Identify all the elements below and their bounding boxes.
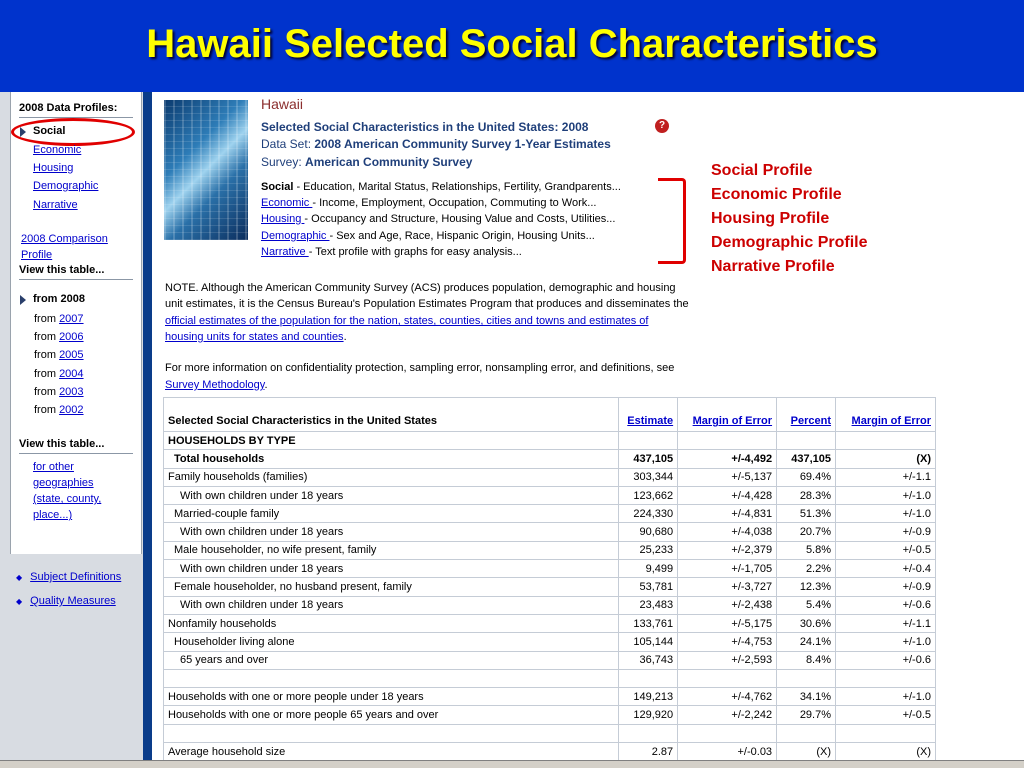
help-icon[interactable]: ? bbox=[655, 119, 669, 133]
column-header-percent[interactable]: Percent bbox=[777, 398, 836, 432]
margin-of-error-cell: +/-3,727 bbox=[678, 578, 777, 596]
other-geographies-link-line3[interactable]: (state, county, bbox=[33, 493, 102, 505]
bullet-icon: ◆ bbox=[16, 573, 23, 582]
percent-margin-of-error-cell: +/-1.0 bbox=[836, 486, 936, 504]
percent-cell: 29.7% bbox=[777, 706, 836, 724]
estimate-cell: 36,743 bbox=[619, 651, 678, 669]
profile-housing[interactable]: Housing - Occupancy and Structure, Housing Value and Costs, Utilities... bbox=[261, 213, 616, 225]
table-header-row bbox=[164, 398, 936, 432]
table-row bbox=[164, 450, 936, 468]
margin-of-error-cell bbox=[678, 724, 777, 742]
table-title: Selected Social Characteristics in the United States: 2008 bbox=[261, 120, 589, 134]
estimate-cell bbox=[619, 669, 678, 687]
estimate-cell: 129,920 bbox=[619, 706, 678, 724]
table-spacer-row bbox=[164, 669, 936, 687]
year-link[interactable]: 2006 bbox=[59, 331, 84, 343]
margin-of-error-cell: +/-2,438 bbox=[678, 596, 777, 614]
margin-of-error-cell: +/-5,137 bbox=[678, 468, 777, 486]
browser-status-bar bbox=[0, 760, 1024, 768]
selected-arrow-icon bbox=[20, 295, 26, 305]
row-label bbox=[164, 724, 619, 742]
percent-cell: 51.3% bbox=[777, 505, 836, 523]
nav-panel bbox=[10, 92, 142, 554]
population-estimates-link[interactable]: official estimates of the population for the nation, states, counties, cities and towns and estimates of bbox=[165, 315, 649, 327]
table-row bbox=[164, 578, 936, 596]
margin-of-error-cell: +/-0.03 bbox=[678, 743, 777, 761]
estimate-cell: 303,344 bbox=[619, 468, 678, 486]
table-row bbox=[164, 468, 936, 486]
from-year-row[interactable]: from 2007 bbox=[34, 313, 84, 325]
profile-social: Social - Education, Marital Status, Relationships, Fertility, Grandparents... bbox=[261, 181, 621, 193]
row-label: Households with one or more people under 18 years bbox=[164, 688, 619, 706]
quality-measures-link[interactable]: ◆ Quality Measures bbox=[16, 595, 116, 607]
estimate-cell: 224,330 bbox=[619, 505, 678, 523]
row-label: Nonfamily households bbox=[164, 614, 619, 632]
survey-methodology-link[interactable]: Survey Methodology. bbox=[165, 379, 268, 391]
percent-cell: 437,105 bbox=[777, 450, 836, 468]
from-year-row[interactable]: from 2003 bbox=[34, 386, 84, 398]
nav-content-divider bbox=[143, 92, 152, 768]
annotation-demographic-profile: Demographic Profile bbox=[711, 234, 868, 251]
comparison-profile-link-line2[interactable]: Profile bbox=[21, 249, 53, 261]
column-header-percent-margin-of-error[interactable]: Margin of Error bbox=[836, 398, 936, 432]
percent-cell: 2.2% bbox=[777, 560, 836, 578]
from-year-row[interactable]: from 2004 bbox=[34, 368, 84, 380]
table-row bbox=[164, 651, 936, 669]
table-row bbox=[164, 633, 936, 651]
row-label: With own children under 18 years bbox=[164, 486, 619, 504]
estimate-cell: 53,781 bbox=[619, 578, 678, 596]
margin-of-error-cell: +/-4,492 bbox=[678, 450, 777, 468]
row-label: Family households (families) bbox=[164, 468, 619, 486]
estimate-cell: 105,144 bbox=[619, 633, 678, 651]
table-row bbox=[164, 560, 936, 578]
row-label: With own children under 18 years bbox=[164, 523, 619, 541]
view-table-heading-2: View this table... bbox=[19, 438, 105, 450]
percent-cell: 20.7% bbox=[777, 523, 836, 541]
table-row bbox=[164, 523, 936, 541]
from-year-row[interactable]: from 2002 bbox=[34, 404, 84, 416]
profile-demographic[interactable]: Demographic - Sex and Age, Race, Hispanic Origin, Housing Units... bbox=[261, 230, 595, 242]
percent-margin-of-error-cell: (X) bbox=[836, 743, 936, 761]
data-profiles-heading: 2008 Data Profiles: bbox=[19, 102, 118, 114]
margin-of-error-cell bbox=[678, 432, 777, 450]
percent-margin-of-error-cell: (X) bbox=[836, 450, 936, 468]
margin-of-error-cell: +/-5,175 bbox=[678, 614, 777, 632]
percent-cell: 69.4% bbox=[777, 468, 836, 486]
row-label: With own children under 18 years bbox=[164, 596, 619, 614]
other-geographies-link-line4[interactable]: place...) bbox=[33, 509, 73, 521]
percent-margin-of-error-cell bbox=[836, 724, 936, 742]
percent-margin-of-error-cell bbox=[836, 669, 936, 687]
percent-margin-of-error-cell: +/-1.0 bbox=[836, 505, 936, 523]
estimate-cell bbox=[619, 724, 678, 742]
bullet-icon: ◆ bbox=[16, 597, 23, 606]
percent-cell: 24.1% bbox=[777, 633, 836, 651]
percent-cell: 28.3% bbox=[777, 486, 836, 504]
row-label: Households with one or more people 65 years and over bbox=[164, 706, 619, 724]
subject-definitions-link[interactable]: ◆ Subject Definitions bbox=[16, 571, 122, 583]
percent-cell: 30.6% bbox=[777, 614, 836, 632]
margin-of-error-cell: +/-1,705 bbox=[678, 560, 777, 578]
percent-cell bbox=[777, 724, 836, 742]
highlight-circle bbox=[11, 118, 135, 146]
estimate-cell: 133,761 bbox=[619, 614, 678, 632]
row-label: With own children under 18 years bbox=[164, 560, 619, 578]
estimate-cell: 9,499 bbox=[619, 560, 678, 578]
annotation-social-profile: Social Profile bbox=[711, 162, 813, 179]
percent-margin-of-error-cell: +/-1.1 bbox=[836, 614, 936, 632]
percent-cell bbox=[777, 669, 836, 687]
percent-margin-of-error-cell bbox=[836, 432, 936, 450]
margin-of-error-cell: +/-2,242 bbox=[678, 706, 777, 724]
row-label: Female householder, no husband present, family bbox=[164, 578, 619, 596]
nav-divider bbox=[19, 453, 133, 454]
annotation-economic-profile: Economic Profile bbox=[711, 186, 842, 203]
other-geographies-link-line2[interactable]: geographies bbox=[33, 477, 94, 489]
margin-of-error-cell: +/-4,831 bbox=[678, 505, 777, 523]
table-row bbox=[164, 743, 936, 761]
margin-of-error-cell: +/-4,753 bbox=[678, 633, 777, 651]
margin-of-error-cell: +/-2,379 bbox=[678, 541, 777, 559]
other-geographies-link[interactable]: for other bbox=[33, 461, 74, 473]
margin-of-error-cell: +/-2,593 bbox=[678, 651, 777, 669]
table-row bbox=[164, 706, 936, 724]
annotation-narrative-profile: Narrative Profile bbox=[711, 258, 835, 275]
nav-item-narrative[interactable]: Narrative bbox=[33, 199, 78, 211]
year-link[interactable]: 2004 bbox=[59, 368, 84, 380]
percent-margin-of-error-cell: +/-0.5 bbox=[836, 541, 936, 559]
nav-item-economic[interactable]: Economic bbox=[33, 144, 82, 156]
estimate-cell: 123,662 bbox=[619, 486, 678, 504]
estimate-cell: 437,105 bbox=[619, 450, 678, 468]
estimate-cell bbox=[619, 432, 678, 450]
column-header-characteristic: Selected Social Characteristics in the United States bbox=[164, 398, 619, 432]
row-label: HOUSEHOLDS BY TYPE bbox=[164, 432, 619, 450]
percent-cell: 5.4% bbox=[777, 596, 836, 614]
percent-margin-of-error-cell: +/-0.6 bbox=[836, 596, 936, 614]
year-link[interactable]: 2007 bbox=[59, 313, 84, 325]
row-label: Male householder, no wife present, family bbox=[164, 541, 619, 559]
percent-cell: 12.3% bbox=[777, 578, 836, 596]
row-label: 65 years and over bbox=[164, 651, 619, 669]
table-row bbox=[164, 614, 936, 632]
slide-title: Hawaii Selected Social Characteristics bbox=[146, 22, 878, 66]
note-line: NOTE. Although the American Community Survey (ACS) produces population, demographic and housing bbox=[165, 282, 676, 294]
estimate-cell: 2.87 bbox=[619, 743, 678, 761]
dataset-line: Data Set: 2008 American Community Survey 1-Year Estimates bbox=[261, 137, 611, 151]
margin-of-error-cell: +/-4,038 bbox=[678, 523, 777, 541]
percent-margin-of-error-cell: +/-0.4 bbox=[836, 560, 936, 578]
survey-line: Survey: American Community Survey bbox=[261, 155, 473, 169]
from-2008-selected: from 2008 bbox=[33, 293, 85, 305]
from-year-row[interactable]: from 2005 bbox=[34, 349, 84, 361]
left-navigation bbox=[0, 92, 152, 768]
header-graphic bbox=[164, 100, 248, 240]
place-name: Hawaii bbox=[261, 96, 304, 112]
percent-margin-of-error-cell: +/-1.1 bbox=[836, 468, 936, 486]
table-spacer-row bbox=[164, 724, 936, 742]
year-link[interactable]: 2005 bbox=[59, 349, 84, 361]
percent-margin-of-error-cell: +/-0.6 bbox=[836, 651, 936, 669]
annotation-bracket bbox=[658, 178, 686, 264]
percent-margin-of-error-cell: +/-1.0 bbox=[836, 688, 936, 706]
margin-of-error-cell bbox=[678, 669, 777, 687]
table-row bbox=[164, 688, 936, 706]
housing-units-link[interactable]: housing units for states and counties. bbox=[165, 331, 347, 343]
nav-item-housing[interactable]: Housing bbox=[33, 162, 74, 174]
table-row bbox=[164, 541, 936, 559]
percent-cell bbox=[777, 432, 836, 450]
more-info-line: For more information on confidentiality protection, sampling error, nonsampling error, and definitions, see bbox=[165, 362, 675, 374]
table-row bbox=[164, 505, 936, 523]
view-table-heading: View this table... bbox=[19, 264, 105, 276]
row-label: Total households bbox=[164, 450, 619, 468]
percent-margin-of-error-cell: +/-0.9 bbox=[836, 578, 936, 596]
from-year-row[interactable]: from 2006 bbox=[34, 331, 84, 343]
year-link[interactable]: 2002 bbox=[59, 404, 84, 416]
annotation-housing-profile: Housing Profile bbox=[711, 210, 830, 227]
table-row bbox=[164, 596, 936, 614]
note-line: unit estimates, it is the Census Bureau's Population Estimates Program that produces and disseminates the bbox=[165, 298, 689, 310]
year-link[interactable]: 2003 bbox=[59, 386, 84, 398]
browser-screenshot bbox=[0, 92, 1024, 768]
percent-cell: 8.4% bbox=[777, 651, 836, 669]
row-label: Householder living alone bbox=[164, 633, 619, 651]
column-header-margin-of-error[interactable]: Margin of Error bbox=[678, 398, 777, 432]
profile-narrative[interactable]: Narrative - Text profile with graphs for easy analysis... bbox=[261, 246, 522, 258]
estimate-cell: 90,680 bbox=[619, 523, 678, 541]
percent-cell: 5.8% bbox=[777, 541, 836, 559]
percent-margin-of-error-cell: +/-0.9 bbox=[836, 523, 936, 541]
social-characteristics-table bbox=[163, 397, 936, 761]
row-label: Married-couple family bbox=[164, 505, 619, 523]
selected-arrow-icon bbox=[20, 127, 26, 137]
estimate-cell: 149,213 bbox=[619, 688, 678, 706]
percent-margin-of-error-cell: +/-1.0 bbox=[836, 633, 936, 651]
margin-of-error-cell: +/-4,428 bbox=[678, 486, 777, 504]
row-label bbox=[164, 669, 619, 687]
margin-of-error-cell: +/-4,762 bbox=[678, 688, 777, 706]
nav-item-demographic[interactable]: Demographic bbox=[33, 180, 99, 192]
percent-cell: (X) bbox=[777, 743, 836, 761]
column-header-estimate[interactable]: Estimate bbox=[619, 398, 678, 432]
percent-cell: 34.1% bbox=[777, 688, 836, 706]
estimate-cell: 25,233 bbox=[619, 541, 678, 559]
table-row bbox=[164, 486, 936, 504]
profile-economic[interactable]: Economic - Income, Employment, Occupation, Commuting to Work... bbox=[261, 197, 597, 209]
percent-margin-of-error-cell: +/-0.5 bbox=[836, 706, 936, 724]
nav-divider bbox=[19, 279, 133, 280]
comparison-profile-link[interactable]: 2008 Comparison bbox=[21, 233, 108, 245]
nav-item-social[interactable]: Social bbox=[33, 125, 66, 137]
estimate-cell: 23,483 bbox=[619, 596, 678, 614]
row-label: Average household size bbox=[164, 743, 619, 761]
table-section-row bbox=[164, 432, 936, 450]
